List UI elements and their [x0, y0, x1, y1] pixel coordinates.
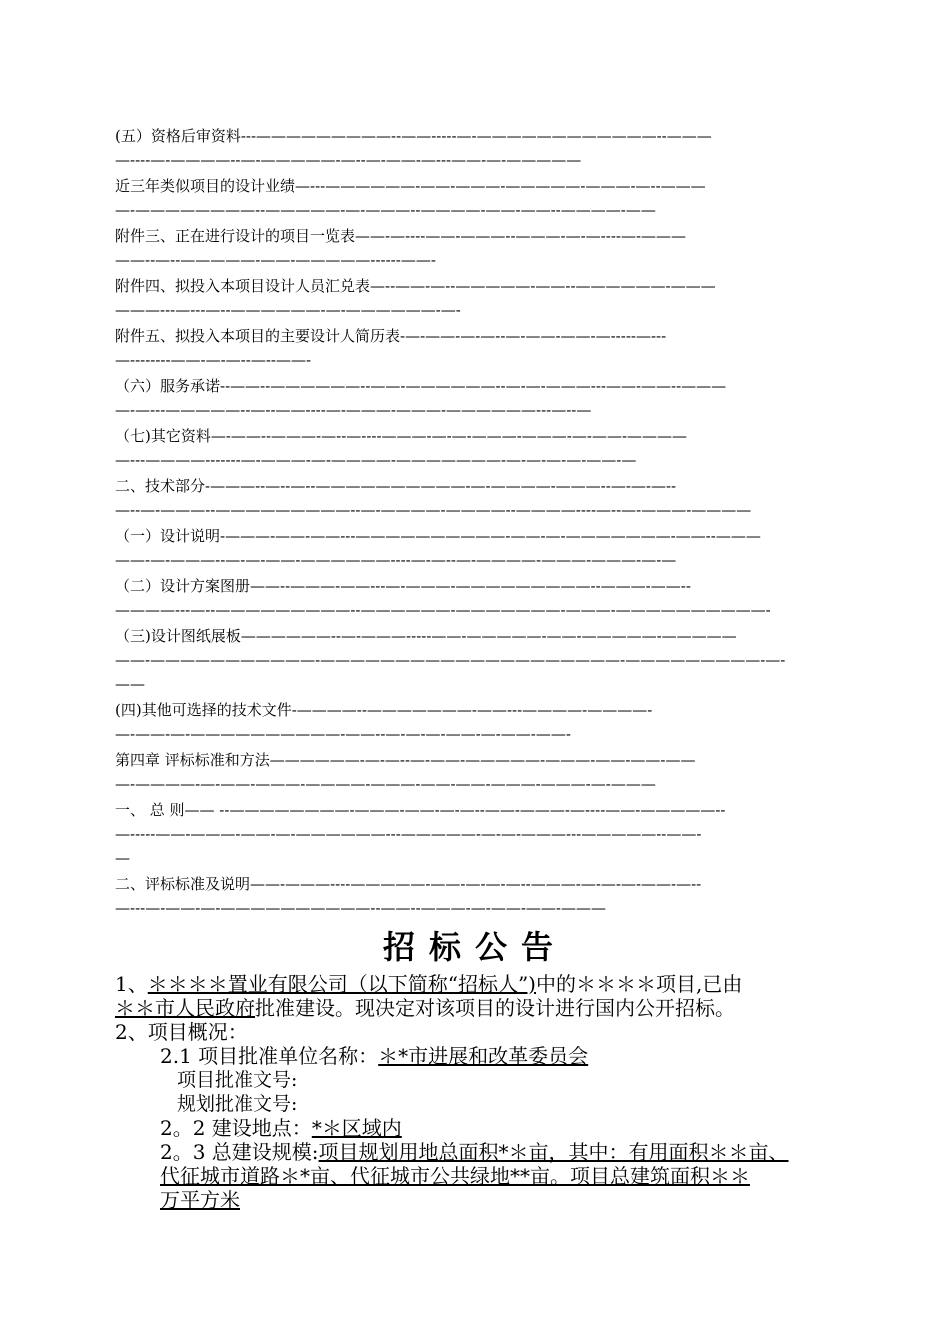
toc-entry[interactable]: [115, 324, 841, 372]
toc-entry-line: —--—-———--—————————--—-————-————--————----—--—-———-————: [115, 501, 752, 519]
toc-entry[interactable]: [115, 524, 841, 572]
toc-entry[interactable]: [115, 624, 841, 696]
toc-entry-line: —-—---—————--—--——----—-———-———-——————---—--—: [115, 401, 592, 419]
toc-entry-line: （六）服务承诺--——--——————--——-——————--—-—-———---——-——--———: [115, 377, 727, 395]
toc-entry-line: （三)设计图纸展板——————--—-———-----——-—————-——-—————-—————: [115, 627, 737, 645]
toc-entry-line: (五）资格后审资料---—————————--——-----—-————————————--———: [115, 127, 712, 145]
toc-entry-line: —--------——-—-—--—--——-: [115, 351, 312, 369]
project-approval-number: 项目批准文号:: [177, 1069, 298, 1091]
toc-entry-line: 第四章 评标标准和方法——————-—-—--—-——-—————-———-——-——-——: [115, 751, 696, 769]
approving-authority: ＊＊市人民政府: [115, 996, 255, 1020]
toc-entry-line: —-————-—-——-———-————-———-——-——-———-———-—-———: [115, 775, 656, 793]
planning-approval-number: 规划批准文号:: [177, 1093, 298, 1115]
toc-entry[interactable]: [115, 798, 841, 870]
toc-entry[interactable]: [115, 374, 841, 422]
toc-entry-line: （七)其它资料—-——--———-—--—----———-—-—-———-———-—-——-————: [115, 427, 688, 445]
toc-entry-line: ———---—---—--——————-—-——————-—-: [115, 301, 461, 319]
toc-entry-line: —-——-—-——————————-——--—-—-—-——-—-——-——-: [115, 725, 571, 743]
item-2-3-value-1: 项目规划用地总面积*＊亩，其中：有用面积＊＊亩、: [318, 1140, 789, 1164]
toc-entry[interactable]: [115, 748, 841, 796]
toc-entry[interactable]: [115, 124, 841, 172]
toc-entry[interactable]: [115, 424, 841, 472]
paragraph-2: 2、项目概况：: [115, 1020, 248, 1044]
toc-entry-line: ——-—-———--—-—-——-——————----—-—--—-————-———-———-—-—: [115, 551, 677, 569]
toc-entry-line: —----—-————--—-—————-—--—-——-—---——-—-—————: [115, 151, 582, 169]
toc-entry[interactable]: [115, 872, 841, 920]
item-2-3: [115, 1140, 875, 1212]
table-of-contents: [115, 124, 841, 920]
toc-entry-line: 一、 总 则—— --————————-———-——-—-—--——-———-—----——-—————--: [115, 801, 726, 819]
toc-entry-line: ————---—--—————————--——————-———————-———-——————————-: [115, 601, 771, 619]
toc-entry-line: 二、评标标准及说明——-———----—————-——-—-—-—--———-—-—-—-——-—--: [115, 875, 702, 893]
item-2-3-value-2: 代征城市道路＊*亩、代征城市公共绿地**亩。项目总建筑面积＊＊: [160, 1164, 750, 1188]
tenderer-name: ＊＊＊＊置业有限公司（以下简称“招标人”): [147, 972, 536, 996]
paragraph-1-suffix: 批准建设。现决定对该项目的设计进行国内公开招标。: [255, 996, 735, 1020]
item-2-3-label: 2。3 总建设规模:: [160, 1140, 319, 1164]
toc-entry[interactable]: [115, 474, 841, 522]
item-2-1-value: ＊*市进展和改革委员会: [378, 1044, 589, 1068]
toc-entry[interactable]: [115, 274, 841, 322]
item-2-1: [115, 1044, 875, 1068]
toc-entry-line: —-----——-———-——-—-——————---—————-—-—-———---—————--——-: [115, 825, 702, 843]
toc-entry-line: 二、技术部分-———--—--—--——————————-—-————-———--—-—-—--: [115, 477, 677, 495]
toc-entry-line: —: [115, 849, 130, 867]
toc-entry-line: ——-———————————-————————————————————-—————————-—-: [115, 651, 786, 669]
paragraph-1-prefix: 1、: [115, 972, 148, 996]
toc-entry[interactable]: [115, 224, 841, 272]
toc-entry[interactable]: [115, 174, 841, 222]
toc-entry-line: —---————-------—-———-—-————-———————-—-—-—-—-——-—: [115, 451, 637, 469]
paragraph-1-mid: 中的＊＊＊＊项目,已由: [536, 972, 743, 996]
toc-entry-line: （一）设计说明-———-——-——---——————————-——-—-———————-——--———: [115, 527, 761, 545]
toc-entry-line: ——--—--—————-——-—————------——-: [115, 251, 436, 269]
announcement-body: [115, 972, 875, 1212]
toc-entry-line: (四)其他可选择的技术文件-————--———————-——---————-————-: [115, 701, 653, 719]
toc-entry-line: 附件三、正在进行设计的项目一览表——-—----——-———--———-—-—----—-———: [115, 227, 687, 245]
paragraph-1: [115, 972, 875, 1020]
item-2-1-label: 2.1 项目批准单位名称：: [160, 1044, 379, 1068]
toc-entry-line: 近三年类似项目的设计业绩—---——————-——-———-—————-———-—--———: [115, 177, 706, 195]
toc-entry-line: （二）设计方案图册——--———-——---—-———-—————————--———-——--: [115, 577, 691, 595]
toc-entry-line: 附件四、拟投入本项目设计人员汇兑表—--——-—--—————-——--——————-———: [115, 277, 716, 295]
toc-entry-line: —-————————--—————-—-———--————-——-——--————-——: [115, 201, 656, 219]
item-2-2-value: *＊区域内: [311, 1116, 402, 1140]
item-2-2: [115, 1116, 875, 1140]
toc-entry[interactable]: [115, 574, 841, 622]
item-2-2-label: 2。2 建设地点：: [160, 1116, 312, 1140]
item-2-3-value-3: 万平方米: [160, 1188, 240, 1212]
toc-entry[interactable]: [115, 698, 841, 746]
page-title: 招标公告: [382, 928, 567, 966]
toc-entry-line: ——: [115, 675, 145, 693]
toc-entry-line: —---—-——-—-——————————--——--———-—-——-——-———: [115, 899, 606, 917]
toc-entry-line: 附件五、拟投入本项目的主要设计人简历表-—-——-—-—--—-——-——-—-----—---: [115, 327, 667, 345]
